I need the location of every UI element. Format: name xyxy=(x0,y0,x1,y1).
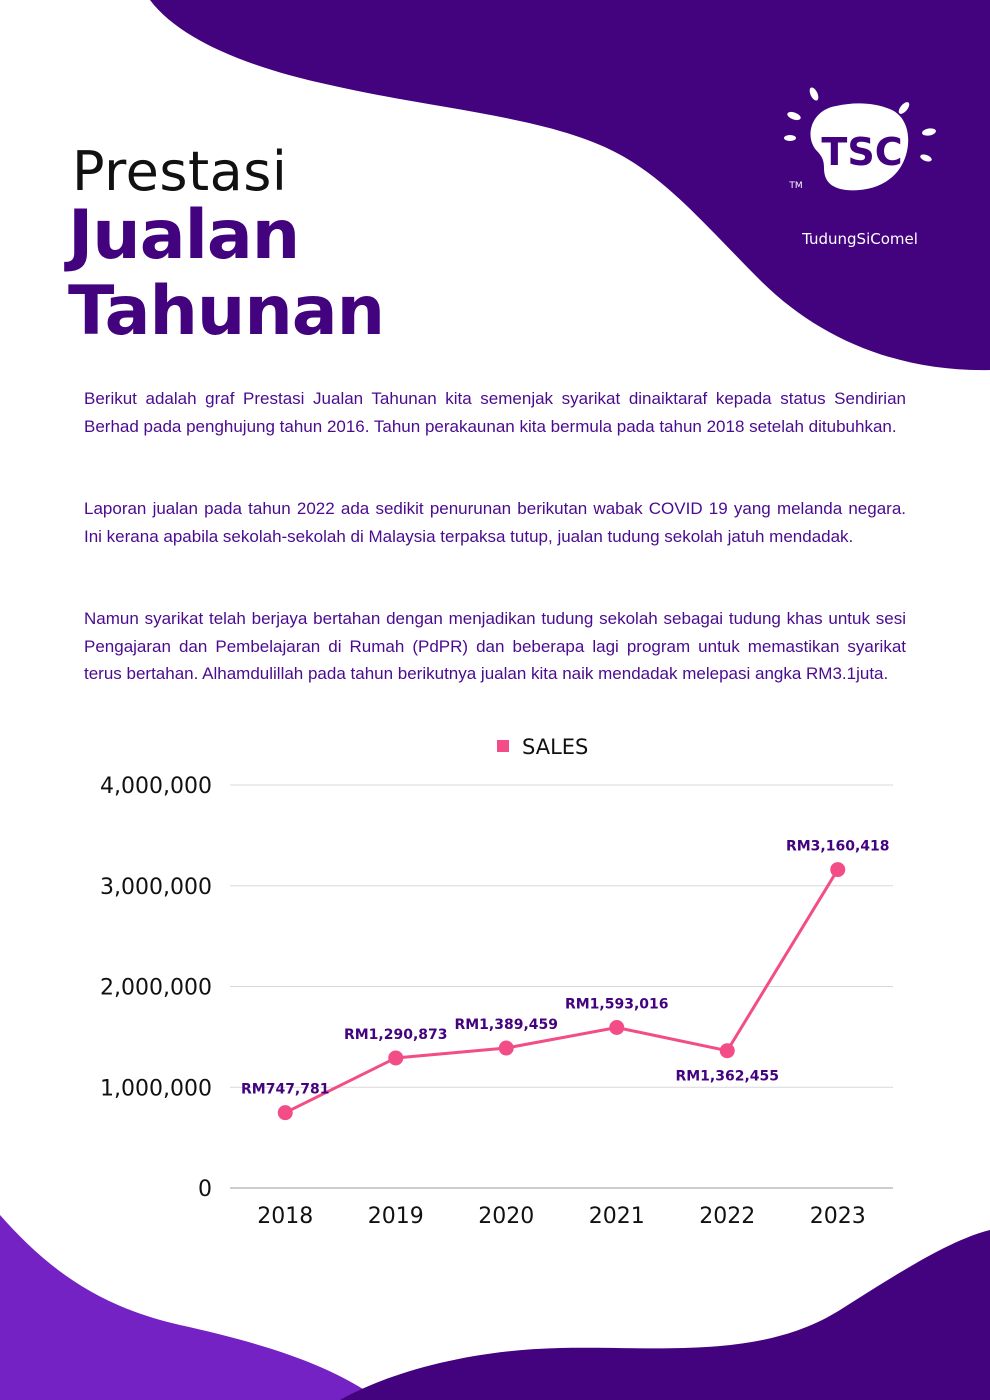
y-tick-label: 1,000,000 xyxy=(100,1076,212,1102)
logo-mark-text: TSC xyxy=(821,130,903,174)
y-tick-label: 3,000,000 xyxy=(100,874,212,900)
x-tick-label: 2022 xyxy=(699,1204,756,1229)
tsc-logo xyxy=(774,80,944,200)
bottom-right-wave xyxy=(340,1230,990,1400)
data-label: RM747,781 xyxy=(241,1081,330,1098)
data-point xyxy=(609,1020,624,1035)
data-point xyxy=(388,1050,403,1065)
data-label: RM1,593,016 xyxy=(564,996,669,1013)
data-label: RM1,290,873 xyxy=(343,1026,448,1043)
title-line-1: Prestasi xyxy=(72,140,288,203)
legend-swatch xyxy=(497,740,509,752)
data-point xyxy=(278,1105,293,1120)
y-tick-label: 0 xyxy=(198,1177,212,1202)
x-tick-label: 2020 xyxy=(478,1204,535,1229)
x-tick-label: 2018 xyxy=(257,1204,314,1229)
sales-line-chart xyxy=(0,720,990,1240)
data-labels xyxy=(241,839,890,1098)
y-tick-label: 2,000,000 xyxy=(100,975,212,1001)
trademark-symbol: TM xyxy=(789,181,803,191)
paragraph-covid: Laporan jualan pada tahun 2022 ada sedikit penurunan berikutan wabak COVID 19 yang melanda negara. Ini kerana apabila sekolah-sekolah di Malaysia terpaksa tutup, jualan tudung sekolah jatuh mendadak. xyxy=(84,499,906,546)
title-line-3: Tahunan xyxy=(68,272,385,351)
data-point xyxy=(830,862,845,877)
data-label: RM3,160,418 xyxy=(785,838,890,855)
paragraph-intro: Berikut adalah graf Prestasi Jualan Tahunan kita semenjak syarikat dinaiktaraf kepada status Sendirian Berhad pada penghujung tahun 2016. Tahun perakaunan kita bermula pada tahun 2018 setelah ditubuhkan. xyxy=(84,389,906,436)
title-line-2: Jualan xyxy=(68,196,300,275)
x-tick-label: 2019 xyxy=(367,1204,424,1229)
data-label: RM1,362,455 xyxy=(675,1068,780,1085)
data-point xyxy=(499,1041,514,1056)
x-tick-label: 2023 xyxy=(809,1204,866,1229)
data-point xyxy=(720,1043,735,1058)
paragraph-recovery: Namun syarikat telah berjaya bertahan dengan menjadikan tudung sekolah sebagai tudung khas untuk sesi Pengajaran dan Pembelajaran di Rumah (PdPR) dan beberapa lagi program untuk memastikan syarikat terus bertahan. Alhamdulillah pada tahun berikutnya jualan kita naik mendadak melepasi angka RM3.1juta. xyxy=(84,609,906,683)
legend xyxy=(497,735,588,759)
x-tick-label: 2021 xyxy=(588,1204,645,1229)
brand-name: TudungSiComel xyxy=(802,230,918,248)
y-tick-label: 4,000,000 xyxy=(100,774,212,799)
x-axis-ticks xyxy=(257,1204,866,1229)
y-axis-ticks xyxy=(100,774,212,1202)
legend-label: SALES xyxy=(522,735,589,759)
bottom-left-wave xyxy=(0,1215,380,1400)
data-label: RM1,389,459 xyxy=(454,1017,559,1034)
